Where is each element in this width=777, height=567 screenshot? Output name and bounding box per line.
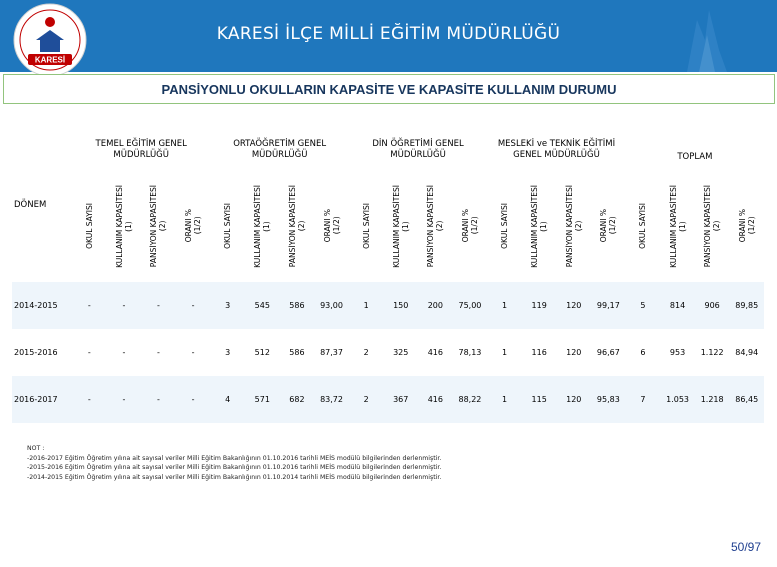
value-cell: 545	[245, 282, 280, 329]
column-header	[729, 172, 764, 282]
column-header	[72, 172, 107, 282]
value-cell: -	[107, 329, 142, 376]
note-line: NOT :	[27, 445, 45, 452]
notes-block	[27, 444, 727, 482]
capacity-table	[12, 120, 764, 423]
value-cell: 119	[522, 282, 557, 329]
column-header-label: PANSİYON KAPASİTESİ (2)	[426, 184, 445, 268]
group-header: TOPLAM	[677, 151, 713, 162]
logo-text: KARESİ	[34, 55, 66, 65]
value-cell: 120	[556, 376, 591, 423]
value-cell: 88,22	[453, 376, 488, 423]
value-cell: 367	[383, 376, 418, 423]
value-cell: 5	[626, 282, 661, 329]
value-cell: -	[176, 376, 211, 423]
value-cell: 120	[556, 282, 591, 329]
group-header: TEMEL EĞİTİM GENEL MÜDÜRLÜĞÜ	[95, 139, 187, 160]
column-header-label: OKUL SAYISI	[361, 203, 371, 249]
value-cell: 3	[210, 329, 245, 376]
value-cell: 1	[349, 282, 384, 329]
column-header	[418, 172, 453, 282]
value-cell: 586	[280, 282, 315, 329]
value-cell: -	[176, 282, 211, 329]
value-cell: -	[72, 282, 107, 329]
value-cell: 84,94	[729, 329, 764, 376]
value-cell: -	[141, 329, 176, 376]
value-cell: 325	[383, 329, 418, 376]
column-header	[141, 172, 176, 282]
column-header	[107, 172, 142, 282]
value-cell: 416	[418, 329, 453, 376]
value-cell: 83,72	[314, 376, 349, 423]
table-body	[12, 282, 764, 423]
value-cell: 814	[660, 282, 695, 329]
column-header	[245, 172, 280, 282]
column-header-label: ORANI % (1/2)	[460, 209, 479, 243]
column-header-label: OKUL SAYISI	[84, 203, 94, 249]
value-cell: 512	[245, 329, 280, 376]
column-header	[383, 172, 418, 282]
torch-watermark-icon	[627, 0, 757, 72]
column-header-label: PANSİYON KAPASİTESİ (2)	[564, 184, 583, 268]
value-cell: 571	[245, 376, 280, 423]
column-header-label: KULLANIM KAPASİTESİ (1)	[114, 184, 133, 268]
value-cell: 75,00	[453, 282, 488, 329]
column-header-label: OKUL SAYISI	[223, 203, 233, 249]
group-header: MESLEKİ ve TEKNİK EĞİTİMİ GENEL MÜDÜRLÜĞÜ	[497, 139, 616, 160]
column-header-label: KULLANIM KAPASİTESİ (1)	[530, 184, 549, 268]
value-cell: 95,83	[591, 376, 626, 423]
value-cell: 6	[626, 329, 661, 376]
column-header	[349, 172, 384, 282]
value-cell: 96,67	[591, 329, 626, 376]
column-header-label: ORANI % (1/2)	[599, 209, 618, 243]
table-row	[12, 282, 764, 329]
value-cell: 150	[383, 282, 418, 329]
table-row	[12, 376, 764, 423]
value-cell: 116	[522, 329, 557, 376]
page-number: 50/97	[730, 540, 761, 554]
value-cell: 682	[280, 376, 315, 423]
table-row	[12, 329, 764, 376]
column-header	[176, 172, 211, 282]
value-cell: 586	[280, 329, 315, 376]
note-line: -2015-2016 Eğitim Öğretim yılına ait sayısal veriler Milli Eğitim Bakanlığının 01.10.2016 tarihli MEİS modülü bilgilerinden derlenmiştir.	[27, 464, 442, 472]
column-header	[314, 172, 349, 282]
period-cell: 2016-2017	[12, 376, 72, 423]
value-cell: 1.053	[660, 376, 695, 423]
value-cell: 7	[626, 376, 661, 423]
column-header	[487, 172, 522, 282]
value-cell: 953	[660, 329, 695, 376]
value-cell: 1	[487, 376, 522, 423]
header-bar	[0, 0, 777, 72]
value-cell: -	[141, 282, 176, 329]
value-cell: 1.122	[695, 329, 730, 376]
value-cell: 2	[349, 376, 384, 423]
value-cell: 86,45	[729, 376, 764, 423]
column-header	[556, 172, 591, 282]
value-cell: 3	[210, 282, 245, 329]
value-cell: 99,17	[591, 282, 626, 329]
group-header: DİN ÖĞRETİMİ GENEL MÜDÜRLÜĞÜ	[372, 139, 464, 160]
value-cell: -	[107, 376, 142, 423]
column-header-label: ORANI % (1/2)	[184, 209, 203, 243]
column-header-label: OKUL SAYISI	[500, 203, 510, 249]
value-cell: 2	[349, 329, 384, 376]
value-cell: -	[72, 329, 107, 376]
value-cell: 1	[487, 282, 522, 329]
column-header-label: OKUL SAYISI	[638, 203, 648, 249]
column-header-label: PANSİYON KAPASİTESİ (2)	[287, 184, 306, 268]
value-cell: 1	[487, 329, 522, 376]
value-cell: -	[176, 329, 211, 376]
value-cell: 906	[695, 282, 730, 329]
column-header	[453, 172, 488, 282]
note-line: -2016-2017 Eğitim Öğretim yılına ait sayısal veriler Milli Eğitim Bakanlığının 01.10.2016 tarihli MEİS modülü bilgilerinden derlenmiştir.	[27, 454, 442, 462]
period-cell: 2014-2015	[12, 282, 72, 329]
value-cell: 89,85	[729, 282, 764, 329]
value-cell: 4	[210, 376, 245, 423]
column-header-label: PANSİYON KAPASİTESİ (2)	[703, 184, 722, 268]
column-header	[280, 172, 315, 282]
value-cell: 1.218	[695, 376, 730, 423]
value-cell: 93,00	[314, 282, 349, 329]
column-header	[522, 172, 557, 282]
column-header	[660, 172, 695, 282]
value-cell: 200	[418, 282, 453, 329]
column-header-label: ORANI % (1/2)	[322, 209, 341, 243]
column-header-label: KULLANIM KAPASİTESİ (1)	[253, 184, 272, 268]
value-cell: 120	[556, 329, 591, 376]
column-header-label: ORANI % (1/2)	[737, 209, 756, 243]
column-header	[591, 172, 626, 282]
column-header	[626, 172, 661, 282]
column-header-label: KULLANIM KAPASİTESİ (1)	[391, 184, 410, 268]
group-header: ORTAÖĞRETİM GENEL MÜDÜRLÜĞÜ	[233, 139, 327, 160]
value-cell: -	[141, 376, 176, 423]
page-title: KARESİ İLÇE MİLLİ EĞİTİM MÜDÜRLÜĞÜ	[216, 24, 561, 44]
column-header	[210, 172, 245, 282]
column-header-row	[12, 172, 764, 282]
period-header: DÖNEM	[14, 199, 47, 210]
value-cell: 416	[418, 376, 453, 423]
value-cell: 87,37	[314, 329, 349, 376]
period-cell: 2015-2016	[12, 329, 72, 376]
value-cell: -	[72, 376, 107, 423]
value-cell: 115	[522, 376, 557, 423]
column-header-label: KULLANIM KAPASİTESİ (1)	[668, 184, 687, 268]
value-cell: 78,13	[453, 329, 488, 376]
note-line: -2014-2015 Eğitim Öğretim yılına ait sayısal veriler Milli Eğitim Bakanlığının 01.10.2014 tarihli MEİS modülü bilgilerinden derlenmiştir.	[27, 473, 442, 481]
value-cell: -	[107, 282, 142, 329]
section-subtitle: PANSİYONLU OKULLARIN KAPASİTE VE KAPASİTE KULLANIM DURUMU	[3, 74, 775, 104]
column-header	[695, 172, 730, 282]
column-header-label: PANSİYON KAPASİTESİ (2)	[149, 184, 168, 268]
